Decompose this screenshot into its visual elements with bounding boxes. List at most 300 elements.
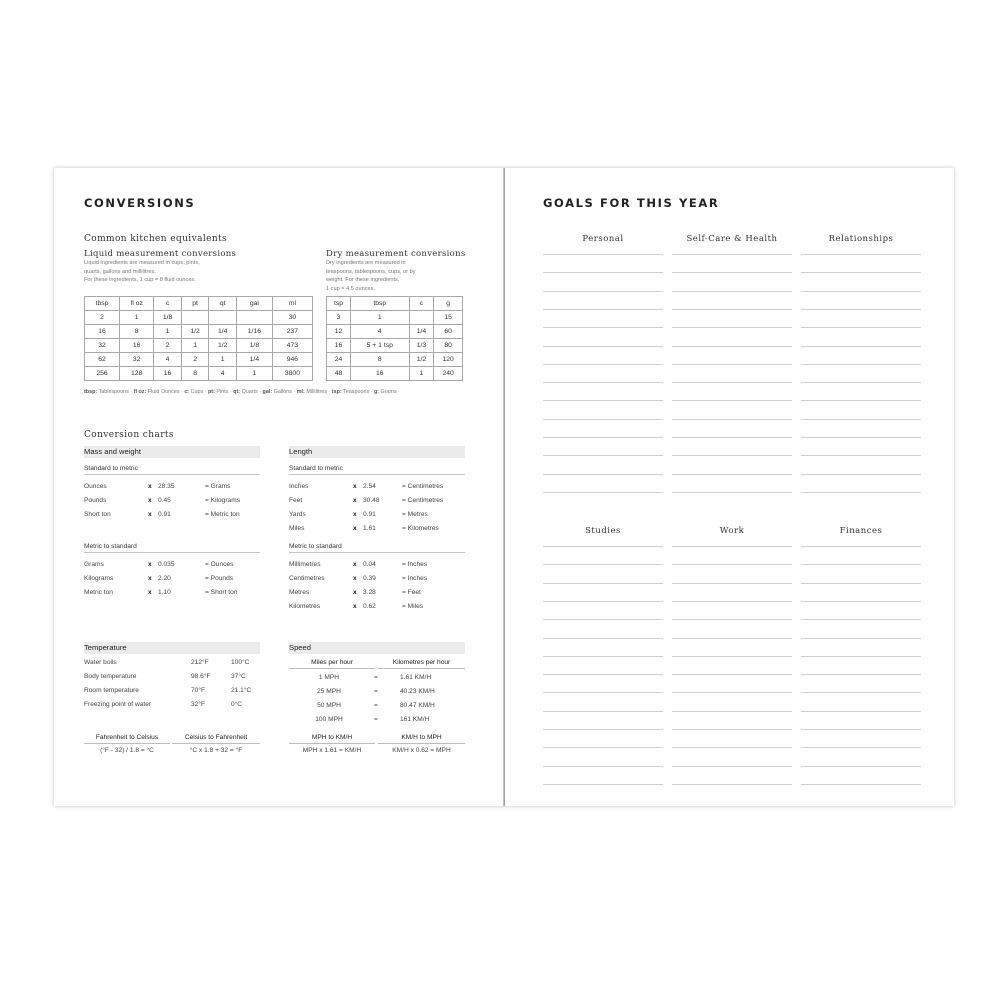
length-std-to-metric: Standard to metric	[289, 465, 465, 475]
table-cell: 1	[351, 311, 409, 325]
writing-line	[801, 327, 921, 328]
legend-abbr: gal:	[262, 389, 273, 395]
table-row	[327, 353, 463, 367]
writing-line	[801, 656, 921, 657]
kmh-to-mph-heading: KM/H to MPH	[378, 734, 465, 744]
writing-line	[543, 601, 663, 602]
writing-line	[543, 784, 663, 785]
table-cell	[209, 311, 237, 325]
writing-line	[672, 692, 792, 693]
multiply-sign: x	[353, 603, 357, 610]
goal-column-work	[672, 526, 792, 536]
unit-from: Yards	[289, 511, 306, 518]
unit-from: Short ton	[84, 511, 111, 518]
unit-to: = Kilograms	[205, 497, 240, 504]
dry-table	[326, 296, 463, 381]
table-cell: 1/2	[409, 353, 434, 367]
equals-sign: =	[374, 674, 378, 681]
unit-from: Metres	[289, 589, 310, 596]
temperature-label: Water boils	[84, 659, 117, 666]
writing-line	[801, 766, 921, 767]
table-header: c	[409, 297, 434, 311]
kmh-value: 161 KM/H	[400, 716, 430, 723]
f-to-c-formula: (°F - 32) / 1.8 = °C	[100, 747, 154, 754]
table-cell: 8	[181, 367, 209, 381]
temperature-label: Body temperature	[84, 673, 137, 680]
table-cell: 16	[327, 339, 351, 353]
unit-from: Metric ton	[84, 589, 113, 596]
speed-row	[289, 688, 465, 698]
unit-from: Pounds	[84, 497, 107, 504]
page-title: GOALS FOR THIS YEAR	[543, 196, 720, 210]
table-cell: 12	[327, 325, 351, 339]
legend-text: Teaspoons	[343, 389, 370, 395]
factor: 2.20	[158, 575, 171, 582]
writing-line	[672, 656, 792, 657]
kmh-to-mph-formula: KM/H x 0.62 = MPH	[392, 747, 451, 754]
table-cell: 1/16	[236, 325, 272, 339]
table-row	[85, 339, 313, 353]
factor: 28.35	[158, 483, 175, 490]
table-cell: 1/2	[209, 339, 237, 353]
writing-line	[672, 272, 792, 273]
temperature-heading: Temperature	[84, 642, 260, 654]
goal-category-label: Relationships	[828, 234, 894, 244]
celsius-value: 100°C	[231, 659, 250, 666]
table-cell: 1	[409, 367, 434, 381]
kitchen-equivalents-heading: Common kitchen equivalents	[84, 234, 228, 244]
table-cell: 1/8	[236, 339, 272, 353]
writing-line	[672, 492, 792, 493]
table-cell: 1	[120, 311, 154, 325]
writing-line	[801, 474, 921, 475]
table-cell: 237	[272, 325, 312, 339]
unit-from: Feet	[289, 497, 303, 504]
liquid-note-line: quarts, gallons and millilitres.	[84, 268, 156, 275]
legend-text: Grams	[380, 389, 397, 395]
table-header: gal	[236, 297, 272, 311]
unit-to: = Pounds	[205, 575, 234, 582]
writing-line	[801, 291, 921, 292]
table-cell	[236, 311, 272, 325]
goal-column-self-care	[672, 234, 792, 244]
writing-line	[543, 619, 663, 620]
legend-text: Tablespoons	[98, 389, 129, 395]
mass-metric-to-std: Metric to standard	[84, 543, 260, 553]
goal-category-label: Finances	[839, 526, 883, 536]
table-cell: 8	[351, 353, 409, 367]
writing-line	[672, 619, 792, 620]
writing-line	[801, 601, 921, 602]
celsius-value: 37°C	[231, 673, 246, 680]
writing-line	[801, 638, 921, 639]
table-cell: 256	[85, 367, 120, 381]
table-cell	[409, 311, 434, 325]
goal-column-personal	[543, 234, 663, 244]
writing-line	[543, 309, 663, 310]
equals-sign: =	[374, 688, 378, 695]
writing-line	[672, 583, 792, 584]
mass-weight-heading: Mass and weight	[84, 446, 260, 458]
writing-line	[801, 272, 921, 273]
writing-line	[801, 711, 921, 712]
factor: 0.035	[158, 561, 175, 568]
unit-to: = Ounces	[205, 561, 234, 568]
writing-line	[543, 382, 663, 383]
c-to-f-formula: °C x 1.8 + 32 = °F	[189, 747, 243, 754]
writing-line	[672, 546, 792, 547]
table-header: tbsp	[351, 297, 409, 311]
multiply-sign: x	[353, 497, 357, 504]
table-cell: 946	[272, 353, 312, 367]
table-cell: 5 + 1 tsp	[351, 339, 409, 353]
notebook-spread	[54, 168, 954, 806]
liquid-note	[84, 259, 284, 285]
multiply-sign: x	[353, 511, 357, 518]
equals-sign: =	[374, 716, 378, 723]
writing-line	[543, 272, 663, 273]
writing-line	[543, 364, 663, 365]
table-header: qt	[209, 297, 237, 311]
table-header: fl oz	[120, 297, 154, 311]
factor: 0.39	[363, 575, 376, 582]
writing-line	[543, 674, 663, 675]
mph-value: 1 MPH	[318, 674, 340, 681]
writing-line	[801, 692, 921, 693]
table-cell: 60	[434, 325, 463, 339]
multiply-sign: x	[148, 511, 152, 518]
writing-line	[801, 747, 921, 748]
speed-heading: Speed	[289, 642, 465, 654]
writing-line	[543, 419, 663, 420]
legend-text: Fluid Ounces	[147, 389, 180, 395]
goal-category-label: Studies	[585, 526, 621, 536]
goal-column-studies	[543, 526, 663, 536]
table-header: tbsp	[85, 297, 120, 311]
conversions-page	[54, 168, 503, 806]
writing-line	[672, 400, 792, 401]
writing-line	[672, 346, 792, 347]
writing-line	[801, 546, 921, 547]
table-cell: 4	[209, 367, 237, 381]
table-cell: 2	[85, 311, 120, 325]
goal-column-finances	[801, 526, 921, 536]
unit-to: = Inches	[402, 561, 428, 568]
writing-line	[801, 583, 921, 584]
writing-line	[543, 254, 663, 255]
table-header: ml	[272, 297, 312, 311]
table-cell: 8	[120, 325, 154, 339]
liquid-note-line: For these ingredients, 1 cup = 8 fluid ounces.	[84, 277, 196, 283]
writing-line	[672, 747, 792, 748]
writing-line	[672, 309, 792, 310]
writing-line	[801, 619, 921, 620]
unit-from: Millimetres	[289, 561, 321, 568]
legend-text: Millilitres	[306, 389, 327, 395]
table-cell: 128	[120, 367, 154, 381]
length-heading: Length	[289, 446, 465, 458]
table-cell: 16	[154, 367, 182, 381]
table-cell: 16	[85, 325, 120, 339]
speed-col-kmh: Kilometres per hour	[378, 659, 465, 669]
writing-line	[801, 564, 921, 565]
page-title: CONVERSIONS	[84, 196, 196, 210]
temperature-label: Room temperature	[84, 687, 139, 694]
f-to-c-heading: Fahrenheit to Celsius	[84, 734, 170, 744]
table-cell: 1/3	[409, 339, 434, 353]
liquid-note-line: Liquid ingredients are measured in cups, pints,	[84, 260, 200, 266]
table-cell: 1/2	[181, 325, 209, 339]
writing-line	[543, 638, 663, 639]
writing-line	[672, 766, 792, 767]
writing-line	[543, 492, 663, 493]
table-row	[85, 353, 313, 367]
factor: 0.62	[363, 603, 376, 610]
writing-line	[543, 692, 663, 693]
table-cell: 2	[181, 353, 209, 367]
table-cell: 1	[236, 367, 272, 381]
writing-line	[801, 437, 921, 438]
table-cell: 24	[327, 353, 351, 367]
factor: 0.91	[363, 511, 376, 518]
multiply-sign: x	[148, 589, 152, 596]
table-cell: 3800	[272, 367, 312, 381]
kmh-value: 80.47 KM/H	[400, 702, 435, 709]
unit-to: = Miles	[402, 603, 424, 610]
factor: 1.10	[158, 589, 171, 596]
writing-line	[543, 327, 663, 328]
table-cell: 1/4	[409, 325, 434, 339]
unit-from: Centimetres	[289, 575, 325, 582]
legend-text: Gallons	[273, 389, 292, 395]
table-cell: 48	[327, 367, 351, 381]
writing-line	[672, 419, 792, 420]
multiply-sign: x	[353, 561, 357, 568]
factor: 0.91	[158, 511, 171, 518]
writing-line	[672, 638, 792, 639]
factor: 1.61	[363, 525, 376, 532]
table-cell: 62	[85, 353, 120, 367]
legend-text: Pints	[216, 389, 229, 395]
unit-to: = Inches	[402, 575, 428, 582]
factor: 0.45	[158, 497, 171, 504]
fahrenheit-value: 70°F	[191, 687, 205, 694]
legend-abbr: fl oz:	[133, 389, 147, 395]
table-row	[327, 367, 463, 381]
writing-line	[801, 729, 921, 730]
table-cell: 15	[434, 311, 463, 325]
unit-from: Inches	[289, 483, 309, 490]
writing-line	[801, 419, 921, 420]
dry-heading: Dry measurement conversions	[326, 249, 466, 259]
unit-from: Ounces	[84, 483, 107, 490]
speed-row	[289, 702, 465, 712]
writing-line	[543, 711, 663, 712]
unit-to: = Centimetres	[402, 483, 444, 490]
goal-category-label: Work	[719, 526, 745, 536]
unit-from: Kilograms	[84, 575, 114, 582]
writing-line	[672, 437, 792, 438]
writing-line	[801, 254, 921, 255]
dry-note-line: weight. For these ingredients,	[326, 277, 400, 283]
writing-line	[672, 382, 792, 383]
table-cell: 1/8	[154, 311, 182, 325]
writing-line	[801, 674, 921, 675]
c-to-f-heading: Celsius to Fahrenheit	[172, 734, 260, 744]
table-header: c	[154, 297, 182, 311]
multiply-sign: x	[353, 589, 357, 596]
multiply-sign: x	[353, 483, 357, 490]
table-header: g	[434, 297, 463, 311]
goal-column-relationships	[801, 234, 921, 244]
writing-line	[672, 601, 792, 602]
writing-line	[801, 784, 921, 785]
dry-note-line: teaspoons, tablespoons, cups, or by	[326, 268, 416, 275]
writing-line	[672, 254, 792, 255]
writing-line	[543, 766, 663, 767]
legend-abbr: tbsp:	[84, 389, 98, 395]
writing-line	[672, 291, 792, 292]
writing-line	[543, 656, 663, 657]
unit-to: = Metres	[402, 511, 428, 518]
writing-line	[672, 474, 792, 475]
celsius-value: 21.1°C	[231, 687, 252, 694]
speed-col-mph: Miles per hour	[289, 659, 375, 669]
writing-line	[672, 455, 792, 456]
fahrenheit-value: 98.6°F	[191, 673, 211, 680]
mph-to-kmh-heading: MPH to KM/H	[289, 734, 375, 744]
table-cell: 473	[272, 339, 312, 353]
table-cell: 1	[209, 353, 237, 367]
conversion-charts-heading: Conversion charts	[84, 430, 174, 440]
unit-from: Kilometres	[289, 603, 321, 610]
writing-line	[672, 564, 792, 565]
legend-text: Cups	[190, 389, 204, 395]
multiply-sign: x	[148, 483, 152, 490]
table-cell: 2	[154, 339, 182, 353]
multiply-sign: x	[148, 497, 152, 504]
table-cell: 32	[120, 353, 154, 367]
table-cell: 80	[434, 339, 463, 353]
writing-line	[801, 400, 921, 401]
unit-to: = Centimetres	[402, 497, 444, 504]
abbreviation-legend: tbsp: Tablespoons · fl oz: Fluid Ounces · c: Cups · pt: Pints · qt: Quarts · gal: Gallons · ml: Millilitres · tsp: Teaspoons · g: Grams	[84, 389, 397, 395]
unit-to: = Short ton	[205, 589, 238, 596]
factor: 3.28	[363, 589, 376, 596]
writing-line	[672, 729, 792, 730]
writing-line	[543, 583, 663, 584]
factor: 30.48	[363, 497, 380, 504]
writing-line	[543, 747, 663, 748]
table-row	[327, 339, 463, 353]
unit-from: Miles	[289, 525, 305, 532]
table-cell: 1	[181, 339, 209, 353]
table-cell: 240	[434, 367, 463, 381]
legend-abbr: tsp:	[331, 389, 342, 395]
dry-note-line: Dry ingredients are measured in	[326, 260, 406, 266]
table-cell: 1	[154, 325, 182, 339]
length-metric-to-std: Metric to standard	[289, 543, 465, 553]
unit-from: Grams	[84, 561, 104, 568]
table-cell: 1/4	[209, 325, 237, 339]
mph-to-kmh-formula: MPH x 1.61 = KM/H	[302, 747, 362, 754]
writing-line	[672, 327, 792, 328]
legend-abbr: pt:	[208, 389, 215, 395]
multiply-sign: x	[148, 561, 152, 568]
writing-line	[801, 346, 921, 347]
table-row	[85, 311, 313, 325]
kmh-value: 1.61 KM/H	[400, 674, 432, 681]
unit-to: = Feet	[402, 589, 421, 596]
dry-note-line: 1 cup = 4.5 ounces.	[326, 285, 375, 292]
mass-std-to-metric: Standard to metric	[84, 465, 260, 475]
legend-abbr: g:	[373, 389, 380, 395]
table-cell: 16	[120, 339, 154, 353]
table-row	[85, 367, 313, 381]
celsius-value: 0°C	[231, 701, 243, 708]
table-row	[85, 325, 313, 339]
table-cell: 4	[351, 325, 409, 339]
writing-line	[672, 784, 792, 785]
fahrenheit-value: 212°F	[191, 659, 209, 666]
unit-to: = Grams	[205, 483, 231, 490]
table-cell: 3	[327, 311, 351, 325]
goals-page	[505, 168, 954, 806]
writing-line	[543, 564, 663, 565]
equals-sign: =	[374, 702, 378, 709]
writing-line	[801, 492, 921, 493]
writing-line	[672, 674, 792, 675]
speed-row	[289, 716, 465, 726]
liquid-table	[84, 296, 313, 381]
table-cell: 120	[434, 353, 463, 367]
goal-category-label: Personal	[582, 234, 624, 244]
writing-line	[801, 455, 921, 456]
writing-line	[543, 474, 663, 475]
mph-value: 50 MPH	[317, 702, 341, 709]
writing-line	[543, 437, 663, 438]
writing-line	[543, 400, 663, 401]
table-header-row	[85, 297, 313, 311]
factor: 0.04	[363, 561, 376, 568]
writing-line	[672, 364, 792, 365]
legend-abbr: c:	[184, 389, 190, 395]
dry-note	[326, 259, 466, 293]
multiply-sign: x	[148, 575, 152, 582]
table-cell: 1/4	[236, 353, 272, 367]
writing-line	[543, 291, 663, 292]
legend-abbr: qt:	[233, 389, 241, 395]
table-cell: 30	[272, 311, 312, 325]
goal-category-label: Self-Care & Health	[686, 234, 778, 244]
fahrenheit-value: 32°F	[191, 701, 205, 708]
kmh-value: 40.23 KM/H	[400, 688, 435, 695]
writing-line	[801, 364, 921, 365]
writing-line	[543, 546, 663, 547]
writing-line	[801, 309, 921, 310]
mph-value: 25 MPH	[317, 688, 341, 695]
multiply-sign: x	[353, 575, 357, 582]
table-cell: 32	[85, 339, 120, 353]
table-header: tsp	[327, 297, 351, 311]
table-row	[327, 325, 463, 339]
writing-line	[543, 346, 663, 347]
legend-abbr: ml:	[296, 389, 305, 395]
multiply-sign: x	[353, 525, 357, 532]
liquid-heading: Liquid measurement conversions	[84, 249, 237, 259]
factor: 2.54	[363, 483, 376, 490]
table-header: pt	[181, 297, 209, 311]
